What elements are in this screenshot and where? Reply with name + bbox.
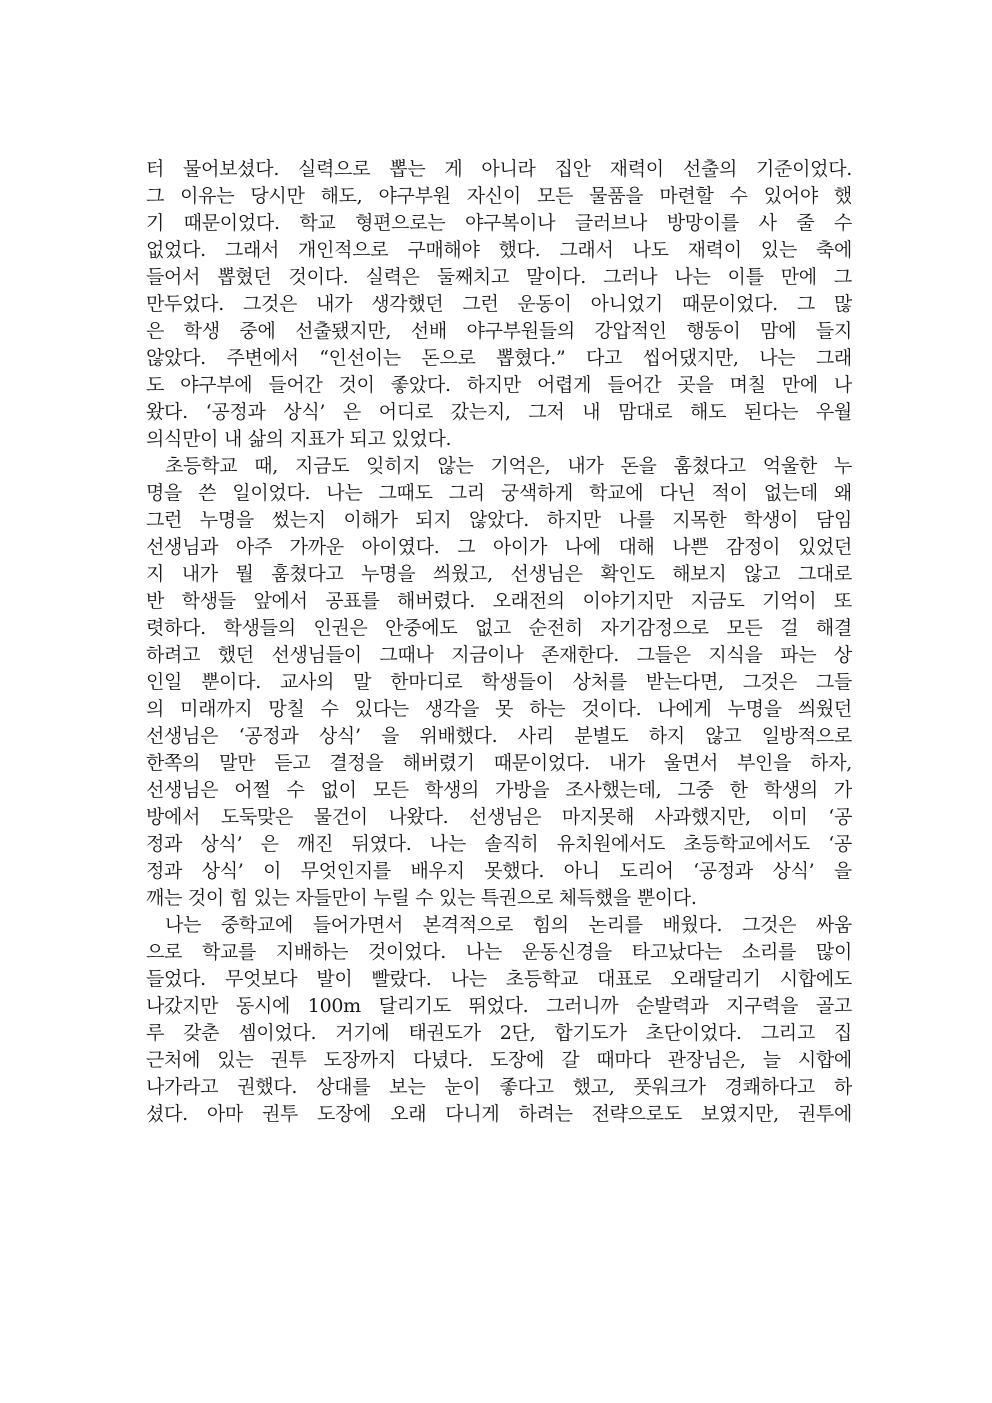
text-line: 나가라고 권했다. 상대를 보는 눈이 좋다고 했고, 풋워크가 경쾌하다고 하 (146, 1076, 852, 1098)
text-line: 의식만이 내 삶의 지표가 되고 있었다. (146, 428, 452, 450)
text-line: 루 갖춘 셈이었다. 거기에 태권도가 2단, 합기도가 초단이었다. 그리고 집 (146, 1022, 852, 1044)
text-line: 기 때문이었다. 학교 형편으로는 야구복이나 글러브나 방망이를 사 줄 수 (146, 212, 852, 234)
text-line: 선생님은 ‘공정과 상식’ 을 위배했다. 사리 분별도 하지 않고 일방적으로 (146, 725, 852, 747)
text-line: 들었다. 무엇보다 발이 빨랐다. 나는 초등학교 대표로 오래달리기 시합에도 (146, 968, 852, 990)
text-line: 하려고 했던 선생님들이 그때나 지금이나 존재한다. 그들은 지식을 파는 상 (146, 644, 852, 666)
body-text (146, 156, 852, 1128)
text-line: 그런 누명을 썼는지 이해가 되지 않았다. 하지만 나를 지목한 학생이 담임 (146, 509, 852, 531)
text-line: 인일 뿐이다. 교사의 말 한마디로 학생들이 상처를 받는다면, 그것은 그들 (146, 671, 852, 693)
text-line: 않았다. 주변에서 “인선이는 돈으로 뽑혔다.” 다고 씹어댔지만, 나는 그래 (146, 347, 852, 369)
text-line: 나갔지만 동시에 100m 달리기도 뛰었다. 그러니까 순발력과 지구력을 골고 (146, 995, 852, 1017)
text-line: 그 이유는 당시만 해도, 야구부원 자신이 모든 물품을 마련할 수 있어야 했 (146, 185, 852, 207)
text-line: 없었다. 그래서 개인적으로 구매해야 했다. 그래서 나도 재력이 있는 축에 (146, 239, 852, 261)
text-line: 도 야구부에 들어간 것이 좋았다. 하지만 어렵게 들어간 곳을 며칠 만에 나 (146, 374, 852, 396)
text-line: 선생님과 아주 가까운 아이였다. 그 아이가 나에 대해 나쁜 감정이 있었던 (146, 536, 852, 558)
text-line: 깨는 것이 힘 있는 자들만이 누릴 수 있는 특권으로 체득했을 뿐이다. (146, 887, 697, 909)
text-line: 의 미래까지 망칠 수 있다는 생각을 못 하는 것이다. 나에게 누명을 씌웠던 (146, 698, 852, 720)
text-line: 선생님은 어쩔 수 없이 모든 학생의 가방을 조사했는데, 그중 한 학생의 가 (146, 779, 852, 801)
text-line: 반 학생들 앞에서 공표를 해버렸다. 오래전의 이야기지만 지금도 기억이 또 (146, 590, 852, 612)
text-line: 렷하다. 학생들의 인권은 안중에도 없고 순전히 자기감정으로 모든 걸 해결 (146, 617, 852, 639)
text-line: 들어서 뽑혔던 것이다. 실력은 둘째치고 말이다. 그러나 나는 이틀 만에 그 (146, 266, 852, 288)
text-line: 셨다. 아마 권투 도장에 오래 다니게 하려는 전략으로도 보였지만, 권투에 (146, 1103, 852, 1125)
text-line: 은 학생 중에 선출됐지만, 선배 야구부원들의 강압적인 행동이 맘에 들지 (146, 320, 852, 342)
text-line: 근처에 있는 권투 도장까지 다녔다. 도장에 갈 때마다 관장님은, 늘 시합에 (146, 1049, 852, 1071)
text-line: 만두었다. 그것은 내가 생각했던 그런 운동이 아니었기 때문이었다. 그 많 (146, 293, 852, 315)
paragraph-first-line: 나는 중학교에 들어가면서 본격적으로 힘의 논리를 배웠다. 그것은 싸움 (165, 914, 852, 936)
text-line: 지 내가 뭘 훔쳤다고 누명을 씌웠고, 선생님은 확인도 해보지 않고 그대로 (146, 563, 852, 585)
text-line: 으로 학교를 지배하는 것이었다. 나는 운동신경을 타고났다는 소리를 많이 (146, 941, 852, 963)
text-line: 정과 상식’ 은 깨진 뒤였다. 나는 솔직히 유치원에서도 초등학교에서도 ‘공 (146, 833, 852, 855)
text-line: 방에서 도둑맞은 물건이 나왔다. 선생님은 마지못해 사과했지만, 이미 ‘공 (146, 806, 852, 828)
text-line: 한쪽의 말만 듣고 결정을 해버렸기 때문이었다. 내가 울면서 부인을 하자, (146, 752, 852, 774)
text-line: 정과 상식’ 이 무엇인지를 배우지 못했다. 아니 도리어 ‘공정과 상식’ 을 (146, 860, 852, 882)
text-line: 터 물어보셨다. 실력으로 뽑는 게 아니라 집안 재력이 선출의 기준이었다. (146, 158, 852, 180)
text-line: 왔다. ‘공정과 상식’ 은 어디로 갔는지, 그저 내 맘대로 해도 된다는 우월 (146, 401, 852, 423)
text-line: 명을 쓴 일이었다. 나는 그때도 그리 궁색하게 학교에 다닌 적이 없는데 왜 (146, 482, 852, 504)
paragraph-first-line: 초등학교 때, 지금도 잊히지 않는 기억은, 내가 돈을 훔쳤다고 억울한 누 (165, 455, 852, 477)
